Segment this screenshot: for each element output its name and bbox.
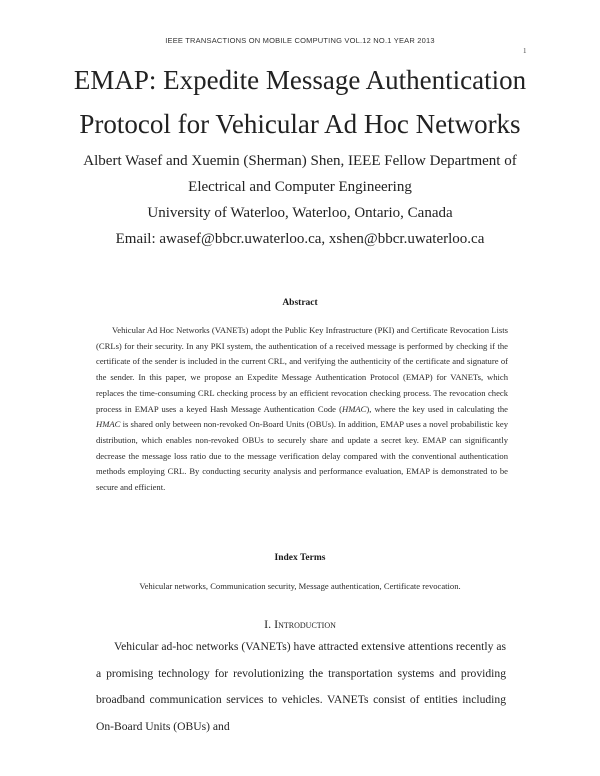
author-affiliation: University of Waterloo, Waterloo, Ontario, Canada [147, 205, 453, 221]
author-department: Electrical and Computer Engineering [188, 179, 412, 195]
abstract-text [96, 323, 508, 496]
title-line-1: EMAP: Expedite Message Authentication [73, 65, 527, 95]
introduction-text: Vehicular ad-hoc networks (VANETs) have attracted extensive attentions recently as a promising technology for revolutionizing the transportation systems and providing broadband communication services to vehicles. VANETs consist of entities including On-Board Units (OBUs) and [96, 640, 506, 733]
abstract-math-hmac-2: HMAC [96, 419, 121, 430]
section-number: I. [264, 617, 272, 631]
abstract-part-3: is shared only between non-revoked On-Board Units (OBUs). In addition, EMAP uses a novel probabilistic key distribution, which enables non-revoked OBUs to securely share and update a secret key. EMAP can significantly decrease the message loss ratio due to the message verification delay compared with the conventional authentication methods employing CRL. By conducting security analysis and performance evaluation, EMAP is demonstrated to be secure and efficient. [96, 419, 508, 493]
author-names: Albert Wasef and Xuemin (Sherman) Shen, IEEE Fellow Department of [83, 153, 517, 169]
abstract-math-hmac-1: HMAC [342, 403, 367, 414]
index-terms-heading: Index Terms [274, 553, 326, 563]
abstract-part-2: ), where the key used in calculating the [366, 403, 508, 414]
page-number: 1 [523, 47, 527, 55]
author-block [70, 148, 530, 252]
index-terms-text: Vehicular networks, Communication security, Message authentication, Certificate revocation. [139, 581, 461, 591]
section-heading-introduction [0, 617, 600, 632]
author-email: Email: awasef@bbcr.uwaterloo.ca, xshen@bbcr.uwaterloo.ca [115, 231, 485, 247]
paper-title [0, 58, 600, 146]
abstract-heading: Abstract [282, 298, 318, 308]
title-line-2: Protocol for Vehicular Ad Hoc Networks [79, 109, 521, 139]
section-title: Introduction [274, 617, 336, 631]
running-head: IEEE TRANSACTIONS ON MOBILE COMPUTING VOL.12 NO.1 YEAR 2013 [165, 36, 435, 45]
abstract-part-1: Vehicular Ad Hoc Networks (VANETs) adopt the Public Key Infrastructure (PKI) and Certificate Revocation Lists (CRLs) for their security. In any PKI system, the authentication of a received message is performed by checking if the certificate of the sender is included in the current CRL, and verifying the authenticity of the certificate and signature of the sender. In this paper, we propose an Expedite Message Authentication Protocol (EMAP) for VANETs, which replaces the time-consuming CRL checking process by an efficient revocation checking process. The revocation check process in EMAP uses a keyed Hash Message Authentication Code ( [96, 325, 508, 414]
